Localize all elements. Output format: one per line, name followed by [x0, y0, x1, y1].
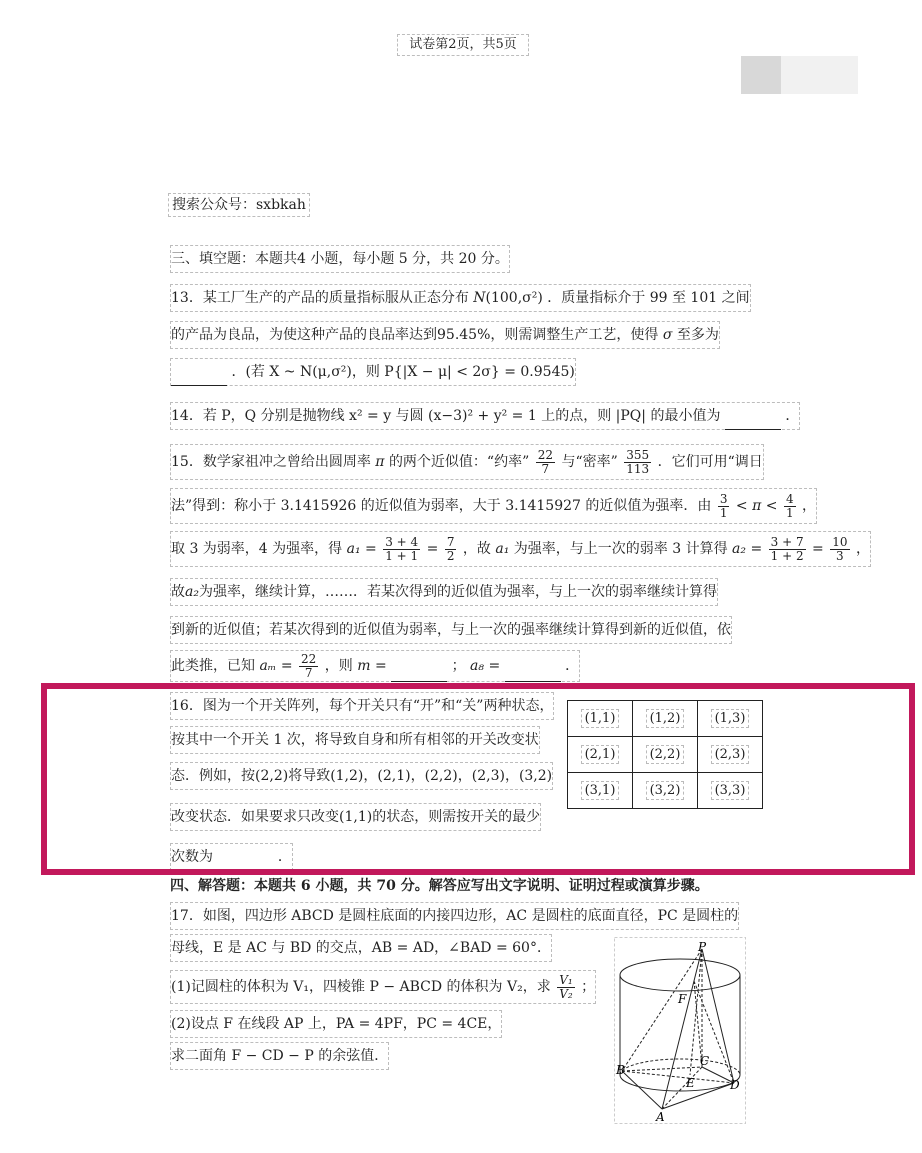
- switch-cell: (3,1): [568, 773, 633, 809]
- q14-line: 14．若 P，Q 分别是抛物线 x² = y 与圆 (x−3)² + y² = 1 上的点，则 |PQ| 的最小值为 ．: [170, 402, 800, 430]
- label-B: B: [616, 1063, 625, 1077]
- q17-part1: (1)记圆柱的体积为 V₁，四棱锥 P − ABCD 的体积为 V₂，求 $\frac{\text{V₁}}{\text{V₂}}$ ；: [170, 970, 596, 1004]
- switch-cell: (1,2): [633, 701, 698, 737]
- switch-cell: (3,3): [698, 773, 763, 809]
- label-F: F: [678, 992, 687, 1006]
- label-P: P: [698, 940, 707, 954]
- answer-blank: [505, 651, 561, 682]
- answer-blank: [391, 651, 447, 682]
- answer-blank: [725, 403, 781, 430]
- watermark-text: 搜索公众号：sxbkah: [168, 193, 310, 217]
- q15-line6: 此类推，已知 aₘ = $\frac{22}{7}$ ，则 m = ； a₈ = ．: [170, 650, 580, 682]
- switch-cell: (2,2): [633, 737, 698, 773]
- q15-line5: 到新的近似值；若某次得到的近似值为弱率，与上一次的强率继续计算得到新的近似值，依: [170, 616, 732, 644]
- q16-line4: 改变状态．如果要求只改变(1,1)的状态，则需按开关的最少: [170, 803, 541, 831]
- q16-line1: 16．图为一个开关阵列，每个开关只有“开”和“关”两种状态，: [170, 692, 554, 720]
- switch-cell: (2,1): [568, 737, 633, 773]
- redacted-block: [741, 56, 781, 94]
- label-E: E: [686, 1076, 695, 1090]
- label-C: C: [700, 1054, 710, 1068]
- section3-title: 三、填空题：本题共4 小题，每小题 5 分，共 20 分。: [170, 245, 510, 273]
- q13-line2: 的产品为良品，为使这种产品的良品率达到95.45%，则需调整生产工艺，使得 σ 至多为: [170, 321, 720, 349]
- q17-line1: 17．如图，四边形 ABCD 是圆柱底面的内接四边形，AC 是圆柱的底面直径，PC 是圆柱的: [170, 902, 739, 930]
- q17-part2-line2: 求二面角 F − CD − P 的余弦值．: [170, 1042, 389, 1070]
- switch-cell: (3,2): [633, 773, 698, 809]
- label-D: D: [730, 1078, 740, 1092]
- q15-line1: 15．数学家祖冲之曾给出圆周率 π 的两个近似值：“约率” $\frac{22}{7}$ 与“密率” $\frac{355}{113}$ ．它们可用“调日: [170, 444, 764, 480]
- q16-line5: 次数为 ．: [170, 843, 293, 871]
- page-header: 试卷第2页，共5页: [397, 34, 529, 56]
- cylinder-figure: [614, 937, 746, 1124]
- section4-title: 四、解答题：本题共 6 小题，共 70 分。解答应写出文字说明、证明过程或演算步骤。: [170, 878, 709, 894]
- q15-line2: 法”得到：称小于 3.1415926 的近似值为弱率，大于 3.1415927 的近似值为强率．由 $\frac{3}{1}$ < π < $\frac{4}{1}$ ，: [170, 488, 817, 524]
- redacted-block-light: [781, 56, 858, 94]
- switch-cell: (1,3): [698, 701, 763, 737]
- switch-cell: (1,1): [568, 701, 633, 737]
- q15-line4: 故a₂为强率，继续计算，……．若某次得到的近似值为强率，与上一次的弱率继续计算得: [170, 578, 718, 606]
- highlight-box: [41, 683, 915, 875]
- label-A: A: [656, 1110, 665, 1124]
- switch-cell: (2,3): [698, 737, 763, 773]
- q17-part2-line1: (2)设点 F 在线段 AP 上，PA = 4PF，PC = 4CE，: [170, 1010, 502, 1038]
- q15-line3: 取 3 为弱率，4 为强率，得 a₁ = $\frac{3 + 4}{1 + 1}$ = $\frac{7}{2}$ ，故 a₁ 为强率，与上一次的弱率 3 计算得 a₂ = $\frac{3 + 7}{1 + 2}$ = $\frac{10}{3}$ ，: [170, 531, 871, 567]
- q17-line2: 母线，E 是 AC 与 BD 的交点，AB = AD，∠BAD = 60°．: [170, 934, 552, 962]
- answer-blank: [171, 359, 227, 386]
- q13-line3: ．(若 X ~ N(μ,σ²)，则 P{|X − μ| < 2σ} = 0.9545): [170, 358, 576, 386]
- q16-line2: 按其中一个开关 1 次，将导致自身和所有相邻的开关改变状: [170, 726, 540, 754]
- q16-line3: 态．例如，按(2,2)将导致(1,2)，(2,1)，(2,2)，(2,3)，(3,2): [170, 762, 553, 790]
- q13-line1: 13．某工厂生产的产品的质量指标服从正态分布 N(100,σ²) ．质量指标介于 99 至 101 之间: [170, 284, 751, 312]
